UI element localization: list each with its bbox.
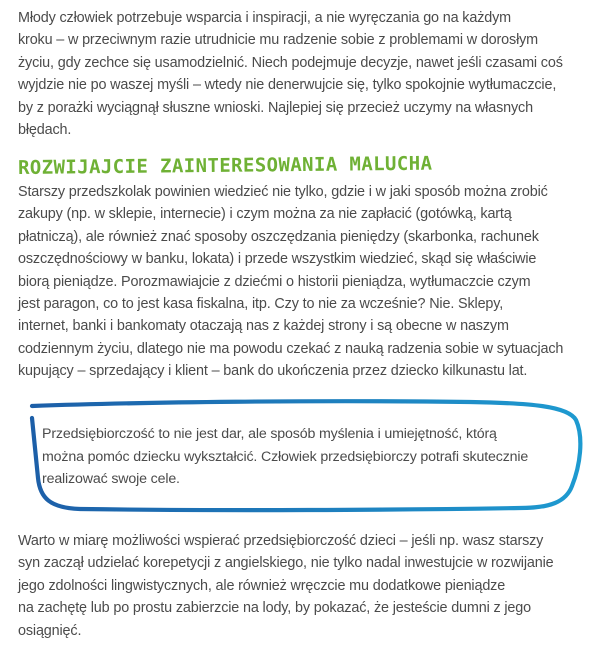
intro-paragraph xyxy=(18,7,583,141)
callout-line: można pomóc dziecku wykształcić. Człowiek przedsiębiorczy potrafi skutecznie xyxy=(42,448,529,465)
paragraph-line: internet, banki i bankomaty otaczają nas z każdej strony i są obecne w naszym xyxy=(18,318,509,335)
paragraph-line: jest paragon, co to jest kasa fiskalna, itp. Czy to nie za wcześnie? Nie. Sklepy, xyxy=(18,296,504,313)
section-heading: ROZWIJAJCIE ZAINTERESOWANIA MALUCHA xyxy=(17,152,433,179)
paragraph-line: kroku – w przeciwnym razie utrudnicie mu radzenie sobie z problemami w dorosłym xyxy=(18,32,539,49)
paragraph-line: codziennym życiu, dlatego nie ma powodu czekać z nauką radzenia sobie w sytuacjach xyxy=(18,340,564,357)
paragraph-line: Starszy przedszkolak powinien wiedzieć nie tylko, gdzie i w jaki sposób można zrobić xyxy=(18,184,548,200)
paragraph-line: by z porażki wyciągnął słuszne wnioski. Najlepiej się przecież uczymy na własnych xyxy=(18,99,533,116)
paragraph-line: Młody człowiek potrzebuje wsparcia i inspiracji, a nie wyręczania go na każdym xyxy=(18,10,511,26)
paragraph-line: na zachętę lub po prostu zabierzcie na lody, by pokazać, że jesteście dumni z jego xyxy=(18,600,531,617)
paragraph-line: syn zaczął udzielać korepetycji z angielskiego, nie tylko nadal inwestujcie w rozwijanie xyxy=(18,555,554,572)
callout-line: realizować swoje cele. xyxy=(42,471,180,488)
paragraph-line: biorą pieniądze. Porozmawiajcie z dziećmi o historii pieniądza, wytłumaczcie czym xyxy=(18,273,531,290)
paragraph-line: wyjdzie nie po waszej myśli – wtedy nie denerwujcie się, tylko spokojnie wytłumaczcie, xyxy=(18,77,557,94)
paragraph-line: jego zdolności lingwistycznych, ale również wręczcie mu dodatkowe pieniądze xyxy=(18,577,506,594)
paragraph-line: życiu, gdy zechce się usamodzielnić. Niech podejmuje decyzje, nawet jeśli czasami coś xyxy=(18,54,563,71)
paragraph-line: płatniczą), ale również znać sposoby oszczędzania pieniędzy (skarbonka, rachunek xyxy=(18,228,539,245)
paragraph-line: Warto w miarę możliwości wspierać przedsiębiorczość dzieci – jeśli np. wasz starszy xyxy=(18,533,544,549)
closing-paragraph xyxy=(18,530,583,642)
callout-line: Przedsiębiorczość to nie jest dar, ale sposób myślenia i umiejętność, którą xyxy=(42,426,497,442)
paragraph-line: kupujący – sprzedający i klient – bank do ukończenia przez dziecko kilkunastu lat. xyxy=(18,363,528,380)
paragraph-line: błędach. xyxy=(18,122,72,139)
section-paragraph xyxy=(18,181,583,383)
callout-quote xyxy=(42,423,562,491)
paragraph-line: zakupy (np. w sklepie, internecie) i czym można za nie zapłacić (gotówką, kartą xyxy=(18,206,512,223)
paragraph-line: oszczędnościowy w banku, lokata) i przede wszystkim wiedzieć, skąd się właściwie xyxy=(18,251,537,268)
paragraph-line: osiągnięć. xyxy=(18,622,82,639)
